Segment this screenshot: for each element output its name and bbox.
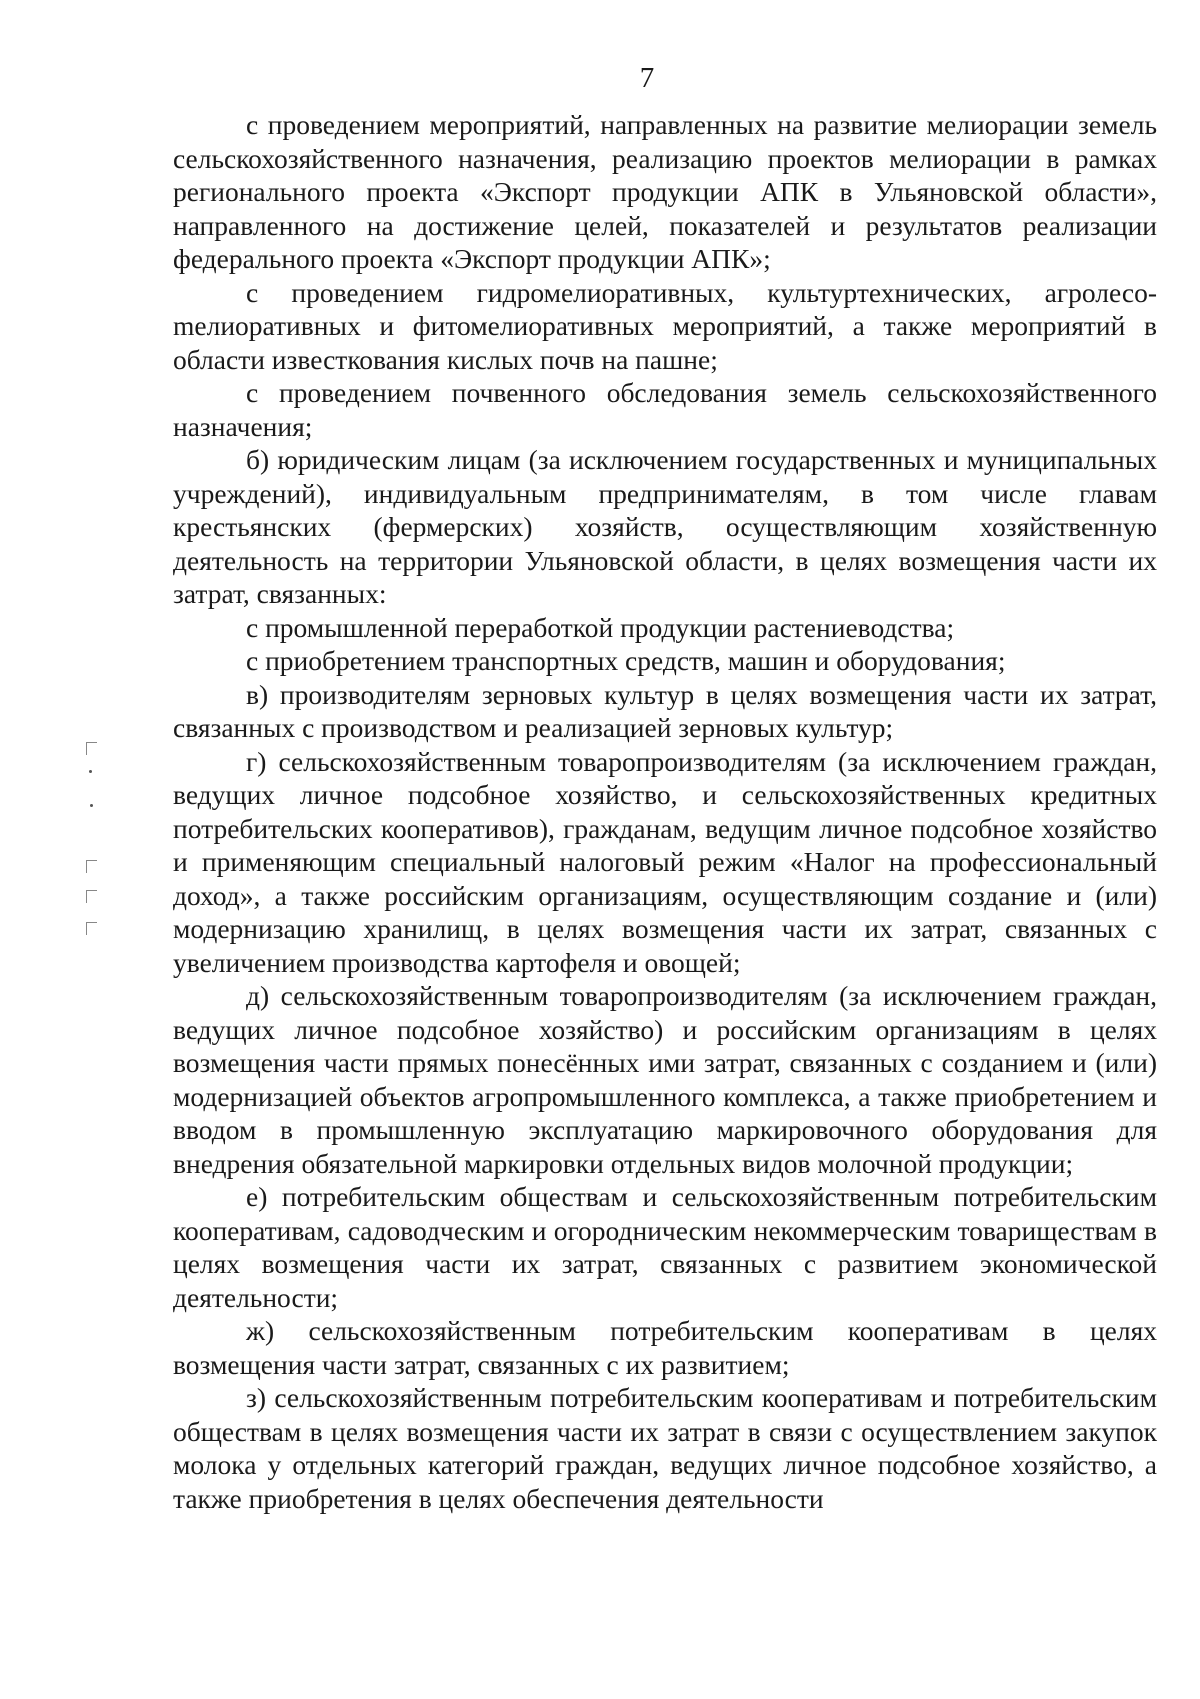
paragraph-item-z: з) сельскохозяйственным потребительским кооперативам и потребительским обществам в целях возмещения части их затрат в связи с осуществлением закупок молока у отдельных категорий граждан, ведущих личное подсобное хозяйство, а также приобретения в целях обеспечения деятельности (173, 1382, 1157, 1514)
paragraph-item-g: г) сельскохозяйственным товаропроизводителям (за исключением граждан, ведущих личное подсобное хозяйство, и сельскохозяйственных кредитных потребительских кооперативов), гражданам, ведущим личное подсобное хозяйство и применяющим специальный налоговый режим «Налог на профессиональный доход», а также российским организациям, осуществляющим создание и (или) модернизацию хранилищ, в целях возмещения части их затрат, связанных с увеличением производства картофеля и овощей; (173, 745, 1157, 978)
margin-scan-marks (80, 742, 104, 962)
paragraph-crop-processing: с промышленной переработкой продукции растениеводства; (246, 611, 955, 643)
paragraph-item-d: д) сельскохозяйственным товаропроизводителям (за исключением граждан, ведущих личное подсобное хозяйство) и российским организациям в целях возмещения части прямых понесённых ими затрат, связанных с созданием и (или) модернизацией объектов агропромышленного комплекса, а также приобретением и вводом в промышленную эксплуатацию маркировочного оборудования для внедрения обязательной маркировки отдельных видов молочной продукции; (173, 980, 1157, 1179)
scan-mark (89, 770, 92, 773)
scan-mark (86, 742, 97, 755)
paragraph-melioration-projects: с проведением мероприятий, направленных на развитие мелиорации земель сельскохозяйственного назначения, реализацию проектов мелиорации в рамках регионального проекта «Экспорт продукции АПК в Ульяновской области», направленного на достижение целей, показателей и результатов реализации федерального проекта «Экспорт продукции АПК»; (173, 109, 1157, 274)
paragraph-soil-survey: с проведением почвенного обследования земель сельскохозяйственного назначения; (173, 377, 1157, 442)
scan-mark (86, 922, 97, 935)
paragraph-item-v: в) производителям зерновых культур в целях возмещения части их затрат, связанных с производством и реализацией зерновых культур; (173, 678, 1157, 743)
paragraph-item-zh: ж) сельскохозяйственным потребительским кооперативам в целях возмещения части затрат, связанных с их развитием; (173, 1315, 1157, 1380)
document-body (173, 108, 1157, 1515)
scan-mark (86, 860, 97, 873)
paragraph-hydromelioration: с проведением гидромелиоративных, культуртехнических, агролесоmелиоративных и фитомелиоративных мероприятий, а также мероприятий в области известкования кислых почв на пашне; (173, 276, 1157, 375)
paragraph-item-e: е) потребительским обществам и сельскохозяйственным потребительским кооперативам, садоводческим и огородническим некоммерческим товариществам в целях возмещения части их затрат, связанных с развитием экономической деятельности; (173, 1181, 1157, 1313)
scan-mark (90, 804, 93, 807)
paragraph-item-b: б) юридическим лицам (за исключением государственных и муниципальных учреждений), индивидуальным предпринимателям, в том числе главам крестьянских (фермерских) хозяйств, осуществляющим хозяйственную деятельность на территории Ульяновской области, в целях возмещения части их затрат, связанных: (173, 444, 1157, 609)
paragraph-vehicles-equipment: с приобретением транспортных средств, машин и оборудования; (246, 645, 1006, 676)
scan-mark (86, 890, 97, 903)
page-number: 7 (639, 62, 655, 94)
